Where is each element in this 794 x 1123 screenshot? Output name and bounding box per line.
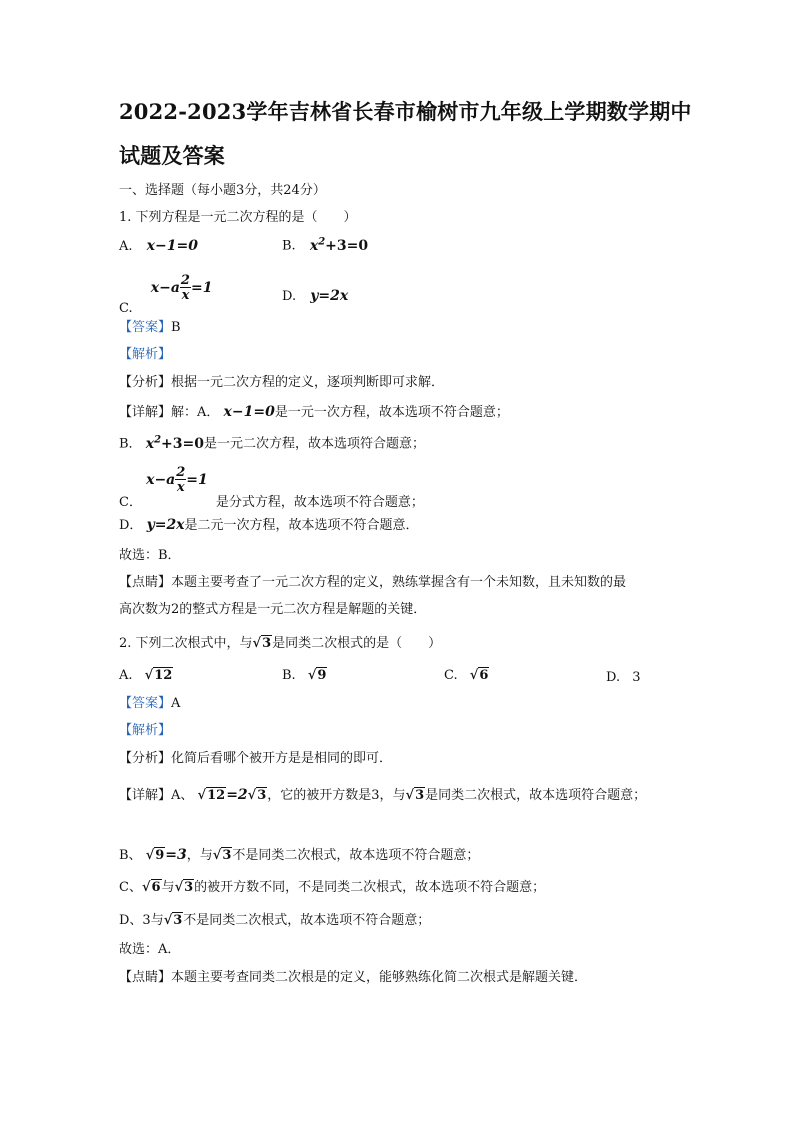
q2-stem-prefix: 2. 下列二次根式中，与	[119, 636, 253, 651]
q1-option-c-equation	[150, 273, 213, 303]
q2-option-b-label: B.	[282, 668, 296, 683]
q1-option-a-equation: x−1=0	[146, 238, 198, 254]
q1-option-a-label: A.	[119, 239, 133, 254]
q1-choose: 故选：B．	[119, 548, 181, 563]
q2-answer-value: A	[171, 696, 181, 711]
q1-detail-d-equation: y=2x	[146, 517, 185, 533]
q2-stem-radicand: 3	[262, 636, 272, 651]
q1-option-b-equation	[310, 238, 368, 254]
q1-detail-c-prefix: C．	[119, 495, 142, 510]
q1-fenxi-tag: 【分析】	[119, 375, 172, 390]
q1-answer-tag: 【答案】	[119, 320, 172, 335]
q1-detail-c-denominator: x	[176, 480, 185, 495]
q1-option-d	[282, 288, 348, 304]
q1-detail-b-equation	[146, 436, 204, 452]
q2-detail-a-radicand3b: 3	[415, 788, 425, 803]
q2-detail-b-text: 不是同类二次根式，故本选项不符合题意；	[232, 848, 480, 863]
q2-option-a-radicand: 12	[154, 668, 173, 683]
q2-fenxi-text: 化简后看哪个被开方是是相同的即可．	[171, 751, 393, 766]
q1-detail-d-text: 是二元一次方程，故本选项不符合题意．	[184, 518, 419, 533]
section-heading: 一、选择题（每小题3分，共24分）	[119, 183, 326, 198]
q1-detail-c-numerator: 2	[176, 465, 186, 480]
eq-c-left: x−a	[150, 280, 180, 296]
q2-detail-c-mid: 与	[161, 880, 175, 895]
q1-option-c-label: C.	[119, 301, 133, 316]
q1-detail-c	[119, 465, 424, 510]
q2-option-b-radicand: 9	[317, 668, 327, 683]
q1-detail-a-equation: x−1=0	[223, 404, 275, 420]
q2-answer	[119, 696, 180, 712]
q2-detail-c-text: 的被开方数不同，不是同类二次根式，故本选项不符合题意；	[194, 880, 546, 895]
q1-stem: 1. 下列方程是一元二次方程的是（ ）	[119, 210, 357, 225]
q2-detail-a-mid: ，它的被开方数是3，与	[267, 788, 406, 803]
q1-fenxi	[119, 375, 444, 391]
q1-detail-a-prefix: 解：A．	[171, 405, 220, 420]
q1-dianjing-tag: 【点睛】	[119, 575, 172, 590]
q1-detail-c-text: 是分式方程，故本选项不符合题意；	[215, 495, 424, 510]
q1-detail-c-left: x−a	[146, 472, 176, 488]
q2-choose: 故选：A．	[119, 942, 181, 957]
q1-option-b-label: B.	[282, 238, 296, 254]
q2-stem-sqrt3: √3	[252, 636, 272, 651]
q2-option-c-sqrt: √6	[469, 668, 489, 683]
q1-detail-b	[119, 434, 425, 452]
q2-option-d-label: D.	[606, 670, 621, 685]
q2-detail-a-sqrt3: √3	[247, 788, 267, 803]
q2-option-a	[119, 668, 173, 683]
q2-analysis-tag: 【解析】	[119, 723, 172, 738]
q2-dianjing-text: 本题主要考查同类二次根是的定义，能够熟练化简二次根式是解题关键．	[171, 970, 588, 985]
q2-detail-b-sqrt9: √9	[145, 848, 165, 863]
q1-detail-b-base: x	[145, 435, 155, 452]
q1-option-b	[282, 236, 368, 254]
q2-detail-a-sqrt3b: √3	[405, 788, 425, 803]
q2-fenxi	[119, 751, 392, 767]
q2-detail-b-sqrt3: √3	[212, 848, 232, 863]
q2-option-b	[282, 668, 327, 683]
q2-detail-c-prefix: C、	[119, 880, 142, 895]
q2-detail-b-prefix: B、	[119, 848, 142, 863]
eq-c-right: =1	[190, 280, 213, 296]
q2-detail-b	[119, 847, 479, 864]
q2-detail-d-prefix: D、3与	[119, 913, 164, 928]
q2-answer-tag: 【答案】	[119, 696, 172, 711]
q2-option-d	[606, 670, 641, 685]
q1-detail-b-prefix: B．	[119, 436, 142, 452]
q1-detail-d-prefix: D．	[119, 518, 143, 533]
q1-analysis-heading	[119, 347, 171, 363]
q1-dianjing-line2: 高次数为2的整式方程是一元二次方程是解题的关键．	[119, 602, 427, 617]
q2-detail-c-sqrt6: √6	[141, 880, 161, 895]
q2-detail-d-radicand3: 3	[173, 913, 183, 928]
q2-detail-b-equals: =3	[165, 847, 187, 863]
q2-detail-a-sqrt12: √12	[197, 788, 226, 803]
q2-detail-a-equals: =2	[226, 787, 248, 803]
q2-option-a-sqrt: √12	[144, 668, 173, 683]
q1-detail-c-fraction	[175, 466, 186, 494]
q1-answer	[119, 320, 181, 336]
q2-detail-c-sqrt3: √3	[174, 880, 194, 895]
q1-option-d-label: D.	[282, 289, 297, 304]
eq-b-base: x	[309, 237, 319, 254]
eq-c-denominator: x	[181, 288, 190, 303]
q1-detail-a	[119, 404, 509, 421]
q1-detail-a-text: 是一元一次方程，故本选项不符合题意；	[274, 405, 509, 420]
q1-option-d-equation: y=2x	[310, 288, 349, 304]
eq-b-exponent: 2	[318, 236, 326, 247]
q1-fenxi-text: 根据一元二次方程的定义，逐项判断即可求解．	[171, 375, 445, 390]
q2-detail-c-radicand3: 3	[184, 880, 194, 895]
q2-detail-a-prefix: A、	[171, 788, 194, 803]
q2-detail-a	[119, 787, 646, 804]
q2-detail-c-radicand6: 6	[151, 880, 161, 895]
q2-option-d-value: 3	[632, 670, 641, 685]
q2-detail-b-radicand9: 9	[155, 848, 165, 863]
q1-option-a	[119, 238, 198, 254]
q1-detail-tag: 【详解】	[119, 405, 172, 420]
q2-detail-a-radicand3: 3	[257, 788, 267, 803]
q2-detail-d	[119, 913, 430, 929]
q1-dianjing-text1: 本题主要考查了一元二次方程的定义，熟练掌握含有一个未知数，且未知数的最	[171, 575, 627, 590]
document-title-line1: 2022-2023学年吉林省长春市榆树市九年级上学期数学期中	[119, 99, 692, 124]
q2-option-a-label: A.	[119, 668, 133, 683]
q2-stem-suffix: 是同类二次根式的是（ ）	[272, 636, 442, 651]
q2-detail-b-radicand3: 3	[222, 848, 232, 863]
q2-detail-c	[119, 880, 545, 896]
q2-detail-d-sqrt3: √3	[163, 913, 183, 928]
q2-analysis-heading	[119, 723, 171, 739]
q2-detail-a-text: 是同类二次根式，故本选项符合题意；	[425, 788, 647, 803]
q1-detail-d	[119, 517, 419, 534]
q2-option-b-sqrt: √9	[307, 668, 327, 683]
q1-analysis-tag: 【解析】	[119, 347, 172, 362]
q2-stem	[119, 636, 441, 652]
q2-detail-b-mid: ，与	[186, 848, 213, 863]
q2-detail-a-radicand12: 12	[207, 788, 226, 803]
eq-b-rest: +3=0	[325, 237, 369, 254]
q1-dianjing-line1	[119, 575, 626, 591]
eq-c-fraction	[180, 274, 191, 302]
q1-detail-b-exponent: 2	[154, 434, 162, 445]
q2-detail-d-text: 不是同类二次根式，故本选项不符合题意；	[183, 913, 431, 928]
q2-option-c-label: C.	[444, 668, 458, 683]
q2-dianjing-tag: 【点睛】	[119, 970, 172, 985]
q2-option-c	[444, 668, 489, 683]
q2-option-c-radicand: 6	[479, 668, 489, 683]
q1-detail-c-right: =1	[186, 472, 208, 488]
q2-dianjing	[119, 970, 587, 986]
q1-option-c	[119, 273, 213, 316]
document-title-line2: 试题及答案	[119, 143, 225, 168]
q2-fenxi-tag: 【分析】	[119, 751, 172, 766]
q1-detail-c-equation	[146, 465, 208, 495]
q1-detail-b-rest: +3=0	[161, 435, 204, 452]
q1-answer-value: B	[171, 320, 181, 335]
eq-c-numerator: 2	[180, 273, 190, 288]
q2-detail-tag: 【详解】	[119, 788, 172, 803]
q1-detail-b-text: 是一元二次方程，故本选项符合题意；	[203, 436, 425, 452]
